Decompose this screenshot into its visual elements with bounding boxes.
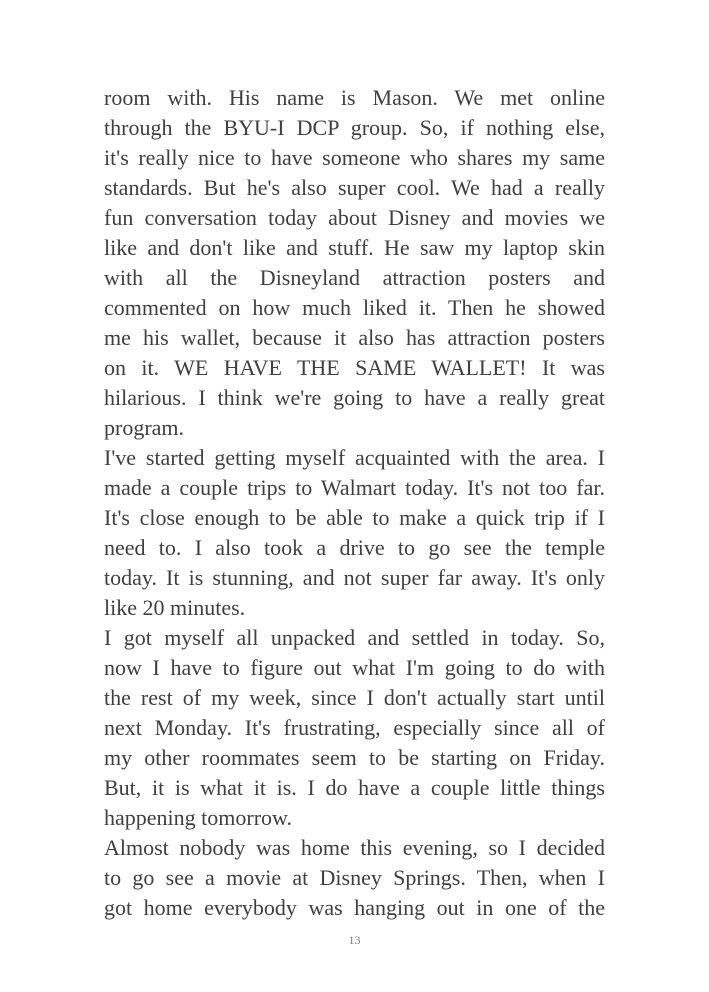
text-line: standards. But he's also super cool. We had a really [104,175,605,200]
text-line: through the BYU-I DCP group. So, if nothing else, [104,115,605,140]
text-line: to go see a movie at Disney Springs. Then, when I [104,865,605,890]
text-line: it's really nice to have someone who shares my same [104,145,605,170]
page-number: 13 [348,933,361,947]
text-line: Almost nobody was home this evening, so I decided [104,835,605,860]
text-line: fun conversation today about Disney and movies we [104,205,605,230]
text-line: hilarious. I think we're going to have a really great [104,385,605,410]
text-line: made a couple trips to Walmart today. It's not too far. [104,475,605,500]
text-line: the rest of my week, since I don't actually start until [104,685,605,710]
text-line: got home everybody was hanging out in one of the [104,895,605,920]
text-line: today. It is stunning, and not super far away. It's only [104,565,605,590]
text-line: on it. WE HAVE THE SAME WALLET! It was [104,355,605,380]
paragraph [104,623,605,833]
text-line: next Monday. It's frustrating, especially since all of [104,715,605,740]
text-line: commented on how much liked it. Then he showed [104,295,605,320]
text-line: me his wallet, because it also has attraction posters [104,325,605,350]
text-line: happening tomorrow. [104,805,292,830]
text-line: program. [104,415,185,440]
text-line: like and don't like and stuff. He saw my laptop skin [104,235,605,260]
text-line: room with. His name is Mason. We met online [104,85,605,110]
text-line: But, it is what it is. I do have a couple little things [104,775,605,800]
text-line: now I have to figure out what I'm going to do with [104,655,605,680]
text-line: like 20 minutes. [104,595,246,620]
paragraph [104,833,605,923]
text-block [104,83,605,923]
text-line: with all the Disneyland attraction posters and [104,265,605,290]
text-line: my other roommates seem to be starting on Friday. [104,745,605,770]
text-line: need to. I also took a drive to go see the temple [104,535,605,560]
text-line: I got myself all unpacked and settled in today. So, [104,625,605,650]
paragraph [104,83,605,443]
text-line: It's close enough to be able to make a quick trip if I [104,505,605,530]
text-line: I've started getting myself acquainted with the area. I [104,445,605,470]
paragraph [104,443,605,623]
